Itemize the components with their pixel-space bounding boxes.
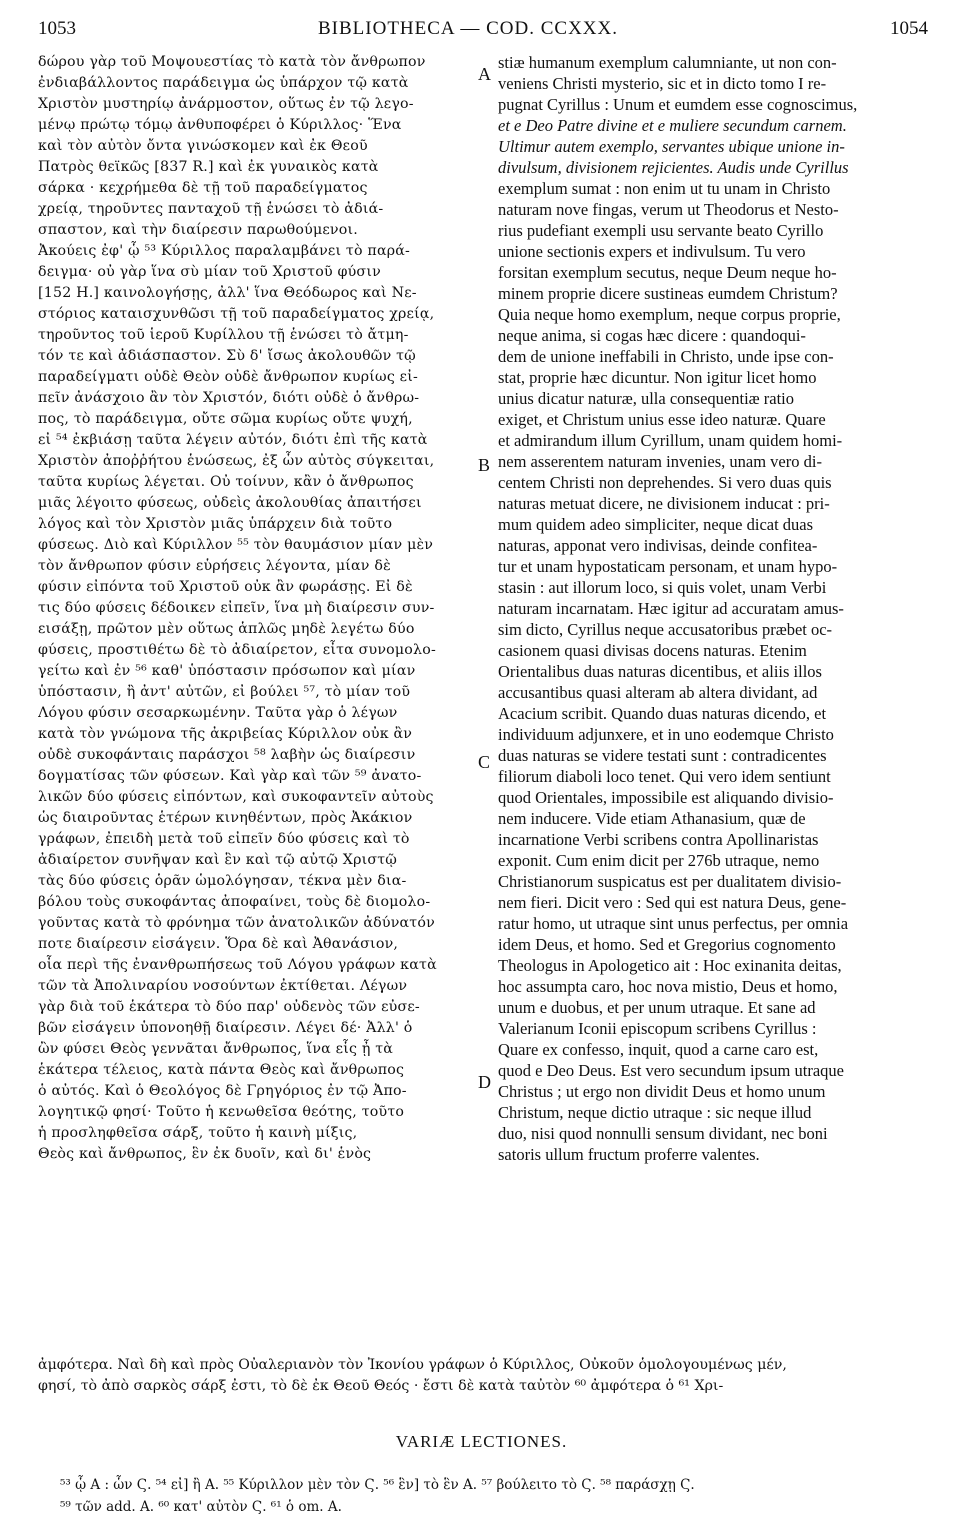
latin-text-line: sim dicto, Cyrillus neque accusatoribus præbet oc- (498, 620, 833, 639)
greek-text-line: χρείᾳ, τηροῦντες πανταχοῦ τῇ ἑνώσει τὸ ἀδιά- (38, 201, 384, 217)
latin-text-line: Acacium scribit. Quando duas naturas dicendo, et (498, 704, 827, 723)
full-width-text-line: ἀμφότερα. Ναὶ δὴ καὶ πρὸς Οὐαλεριανὸν τὸν Ἰκονίου γράφων ὁ Κύριλλος, Οὐκοῦν ὁμολογουμένως μέν, (38, 1357, 787, 1373)
greek-text-line: Χριστὸν μυστηρίῳ ἀνάρμοστον, οὕτως ἐν τῷ λεγο- (38, 96, 414, 112)
latin-text-line: quod Orientales, impossibile est aliquando divisio- (498, 788, 834, 807)
greek-text-line: εἰ ⁵⁴ ἐκβιάσῃ ταῦτα λέγειν αὐτόν, διότι ἐπὶ τῆς κατὰ (38, 432, 428, 448)
latin-text-line: veniens Christi mysterio, sic et in dicto tomo I re- (498, 74, 827, 93)
latin-text-line: quod e Deo Deus. Est vero secundum ipsum utraque (498, 1061, 844, 1080)
greek-text-line: ἐνδιαβάλλοντος παράδειγμα ὡς ὑπάρχον τῷ κατὰ (38, 75, 409, 91)
greek-text-line: στόριος καταισχυνθῶσι τῇ τοῦ παραδείγματος χρείᾳ, (38, 306, 435, 322)
latin-text-line: individuum adjunxere, et in uno eodemque Christo (498, 725, 834, 744)
latin-text-line: dem de unione ineffabili in Christo, unde ipse con- (498, 347, 834, 366)
latin-text-line: unione sectionis expers et indivulsum. Tu vero (498, 242, 806, 261)
greek-text-line: ἀδιαίρετον συνῆψαν καὶ ἓν καὶ τῷ αὐτῷ Χριστῷ (38, 852, 398, 868)
margin-marker-c: C (478, 752, 491, 772)
running-header (38, 18, 928, 48)
latin-text-line: naturas, apponat vero indivisas, deinde confitea- (498, 536, 818, 555)
greek-text-line: οἷα περὶ τῆς ἐνανθρωπήσεως τοῦ Λόγου γράφων κατὰ (38, 957, 437, 973)
greek-text-line: ταῦτα κυρίως λέγεται. Οὐ τοίνυν, κἂν ὁ ἄνθρωπος (38, 474, 414, 490)
latin-text-line: mum quidem adeo simpliciter, neque dicat duas (498, 515, 814, 534)
latin-text-line: incarnatione Verbi scribens contra Apollinaristas (498, 830, 819, 849)
greek-text-line: σπαστον, καὶ τὴν διαίρεσιν παρωθούμενοι. (38, 222, 358, 238)
greek-text-line: ἑκάτερα τέλειος, κατὰ πάντα Θεὸς καὶ ἄνθρωπος (38, 1062, 405, 1078)
greek-text-line: κατὰ τὸν γνώμονα τῆς ἀκριβείας Κύριλλον οὐκ ἂν (38, 726, 413, 742)
greek-text-line: Χριστὸν ἀποῤῥήτου ἑνώσεως, ἐξ ὧν αὐτὸς σύγκειται, (38, 453, 435, 469)
greek-text-line: βῶν εἰσάγειν ὑπονοηθῇ διαίρεσιν. Λέγει δέ· Ἀλλ' ὁ (38, 1020, 413, 1036)
greek-text-line: ποτε διαίρεσιν εἰσάγειν. Ὅρα δὲ καὶ Ἀθανάσιον, (38, 936, 399, 952)
latin-text-line: Quare ex confesso, inquit, quod a carne caro est, (498, 1040, 819, 1059)
latin-text-line: Christianorum suspicatus est per dualitatem divisio- (498, 872, 842, 891)
latin-text-line: exemplum sumat : non enim ut tu unam in Christo (498, 179, 831, 198)
latin-text-line: divulsum, divisionem rejicientes. Audis unde Cyrillus (498, 158, 849, 177)
greek-text-line: φύσιν εἰπόντα τοῦ Χριστοῦ οὐκ ἂν φωράσῃς. Εἰ δὲ (38, 579, 413, 595)
variant-note-line: ⁵³ ᾧ A : ὧν Ϛ. ⁵⁴ εἰ] ἢ A. ⁵⁵ Κύριλλον μὲν τὸν Ϛ. ⁵⁶ ἓν] τὸ ἓν A. ⁵⁷ βούλειτο τὸ Ϛ. ⁵⁸ παράσχῃ Ϛ. (60, 1477, 695, 1493)
variae-lectiones-title: VARIÆ LECTIONES. (395, 1432, 568, 1451)
greek-text-line: καὶ τὸν αὐτὸν ὄντα γινώσκομεν καὶ ἐκ Θεοῦ (38, 138, 368, 154)
latin-text-line: idem Deus, et homo. Sed et Gregorius cognomento (498, 935, 836, 954)
greek-text-line: ὢν φύσει Θεὸς γεννᾶται ἄνθρωπος, ἵνα εἷς ᾖ τὰ (38, 1041, 394, 1057)
latin-text-line: nem asserentem naturam invenies, unam vero di- (498, 452, 822, 471)
latin-text-line: Theologus in Apologetico ait : Hoc exinanita deitas, (498, 956, 842, 975)
margin-marker-d: D (478, 1072, 491, 1092)
latin-text-line: stiæ humanum exemplum calumniante, ut non con- (498, 53, 837, 72)
latin-text-line: accusantibus quasi alteram ab altera dividant, ad (498, 683, 818, 702)
latin-text-line: centem Christi non deprehendes. Si vero duas quis (498, 473, 832, 492)
greek-text-line: πος, τὸ παράδειγμα, οὔτε σῶμα κυρίως οὔτε ψυχή, (38, 411, 413, 427)
greek-text-line: γὰρ διὰ τοῦ ἑκάτερα τὸ δύο παρ' οὐδενὸς τῶν εὐσε- (38, 999, 420, 1015)
greek-text-line: Πατρὸς θεϊκῶς [837 R.] καὶ ἐκ γυναικὸς κατὰ (38, 159, 379, 175)
margin-marker-a: A (478, 64, 491, 84)
full-width-text-line: φησί, τὸ ἀπὸ σαρκὸς σάρξ ἐστι, τὸ δὲ ἐκ Θεοῦ Θεός · ἔστι δὲ κατὰ ταὐτὸν ⁶⁰ ἀμφότερα ὁ ⁶¹ Χρι- (38, 1378, 724, 1394)
latin-text-line: et admirandum illum Cyrillum, unam quidem homi- (498, 431, 843, 450)
latin-text-line: Valerianum Iconii episcopum scribens Cyrillus : (498, 1019, 817, 1038)
variae-lectiones-notes (60, 1474, 930, 1518)
greek-text-line: Ἀκούεις ἐφ' ᾧ ⁵³ Κύριλλος παραλαμβάνει τὸ παρά- (38, 243, 411, 259)
greek-text-line: ὑπόστασιν, ἢ ἀντ' αὐτῶν, εἰ βούλει ⁵⁷, τὸ μίαν τοῦ (38, 684, 411, 700)
latin-text-line: Christum, neque dictio utraque : sic neque illud (498, 1103, 812, 1122)
latin-text-line: nem fieri. Dicit vero : Sed qui est natura Deus, gene- (498, 893, 847, 912)
greek-text-line: γοῦντας κατὰ τὸ φρόνημα τῶν ἀνατολικῶν ἀδύνατόν (38, 915, 435, 931)
greek-text-line: τόν τε καὶ ἀδιάσπαστον. Σὺ δ' ἴσως ἀκολουθῶν τῷ (38, 348, 416, 364)
latin-text-line: unum e duobus, et per unum utraque. Et sane ad (498, 998, 816, 1017)
greek-text-line: παραδείγματι οὐδὲ Θεὸν οὐδὲ ἄνθρωπον κυρίως εἰ- (38, 369, 418, 385)
greek-text-line: τῶν τὰ Ἀπολιναρίου νοσούντων ἐκτίθεται. Λέγων (38, 978, 408, 994)
greek-text-line: φύσεις, προστιθέτω δὲ τὸ ἀδιαίρετον, εἶτα συνομολο- (38, 642, 436, 658)
latin-text-line: filiorum diaboli loco tenet. Qui vero idem sentiunt (498, 767, 831, 786)
greek-text-line: ὁ αὐτός. Καὶ ὁ Θεολόγος δὲ Γρηγόριος ἐν τῷ Ἀπο- (38, 1083, 407, 1099)
greek-text-line: οὐδὲ συκοφάνταις παράσχοι ⁵⁸ λαβὴν ὡς διαίρεσιν (38, 747, 416, 763)
latin-text-line: satoris ullum fructum proferre valentes. (498, 1145, 760, 1164)
greek-text-line: [152 Η.] καινολογήσῃς, ἀλλ' ἵνα Θεόδωρος καὶ Νε- (38, 285, 417, 301)
latin-text-line: Christus ; ut ergo non dividit Deus et homo unum (498, 1082, 826, 1101)
latin-text-line: pugnat Cyrillus : Unum et eumdem esse cognoscimus, (498, 95, 858, 114)
page-number-right: 1054 (890, 18, 928, 39)
greek-text-line: τηροῦντος τοῦ ἱεροῦ Κυρίλλου τῇ ἑνώσει τὸ ἄτμη- (38, 327, 409, 343)
page-number-left: 1053 (38, 18, 76, 39)
latin-text-line: et e Deo Patre divine et e muliere secundum carnem. (498, 116, 847, 135)
latin-text-line: exponit. Cum enim dicit per 276b utraque, nemo (498, 851, 820, 870)
greek-text-line: δογματίσας τῶν φύσεων. Καὶ γὰρ καὶ τῶν ⁵⁹ ἀνατο- (38, 768, 422, 784)
latin-text-line: naturam incarnatam. Hæc igitur ad accuratam amus- (498, 599, 844, 618)
greek-text-line: γείτω καὶ ἐν ⁵⁶ καθ' ὑπόστασιν πρόσωπον καὶ μίαν (38, 663, 416, 679)
latin-text-line: hoc assumpta caro, hoc nova mistio, Deus et homo, (498, 977, 838, 996)
greek-text-line: φύσεως. Διὸ καὶ Κύριλλον ⁵⁵ τὸν θαυμάσιον μίαν μὲν (38, 537, 434, 553)
greek-text-line: δειγμα· οὐ γὰρ ἵνα σὺ μίαν τοῦ Χριστοῦ φύσιν (38, 264, 381, 280)
greek-text-line: τις δύο φύσεις δέδοικεν εἰπεῖν, ἵνα μὴ διαίρεσιν συν- (38, 600, 435, 616)
latin-text-line: duas naturas se videre testati sunt : contradicentes (498, 746, 827, 765)
latin-text-line: unius dicatur naturæ, ulla consequentiæ ratio (498, 389, 795, 408)
margin-marker-b: B (478, 455, 491, 475)
latin-text-line: duo, nisi quod nonnulli sensum dividant, nec boni (498, 1124, 828, 1143)
greek-text-line: σάρκα · κεχρήμεθα δὲ τῇ τοῦ παραδείγματος (38, 180, 368, 196)
greek-text-line: Λόγου φύσιν σεσαρκωμένην. Ταῦτα γὰρ ὁ λέγων (38, 705, 398, 721)
latin-text-line: stasin : aut illorum loco, si quis volet, unam Verbi (498, 578, 827, 597)
greek-text-line: Θεὸς καὶ ἄνθρωπος, ἓν ἐκ δυοῖν, καὶ δι' ἑνὸς (38, 1146, 372, 1162)
latin-text-line: Orientalibus duas naturas dicentibus, et aliis illos (498, 662, 822, 681)
greek-text-line: εισάξῃ, πρῶτον μὲν οὕτως ἁπλῶς μηδὲ λεγέτω δύο (38, 621, 415, 637)
latin-text-line: Quia neque homo exemplum, neque corpus proprie, (498, 305, 841, 324)
variant-note-line: ⁵⁹ τῶν add. A. ⁶⁰ κατ' αὐτὸν Ϛ. ⁶¹ ὁ om. A. (60, 1499, 342, 1515)
latin-text-line: minem proprie dicere sustineas eumdem Christum? (498, 284, 838, 303)
greek-text-line: πεῖν ἀνάσχοιο ἂν τὸν Χριστόν, διότι οὐδὲ ὁ ἄνθρω- (38, 390, 420, 406)
greek-text-line: βόλου τοὺς συκοφάντας ἀποφαίνει, τοὺς δὲ διομολο- (38, 894, 431, 910)
latin-text-line: naturam nove fingas, verum ut Theodorus et Nesto- (498, 200, 839, 219)
latin-text-line: Ultimur autem exemplo, servantes ubique unione in- (498, 137, 845, 156)
latin-column (498, 52, 930, 1165)
latin-text-line: naturas metuat dicere, ne divisionem inducat : pri- (498, 494, 830, 513)
running-title: BIBLIOTHECA — COD. CCXXX. (318, 18, 618, 39)
latin-text-line: nem inducere. Vide etiam Athanasium, quæ de (498, 809, 806, 828)
greek-text-line: ὡς διαιροῦντας ἑτέρων κινηθέντων, πρὸς Ἀκάκιον (38, 810, 413, 826)
greek-text-line: ἡ προσληφθεῖσα σάρξ, τοῦτο ἡ καινὴ μίξις, (38, 1125, 358, 1141)
greek-text-line: λικῶν δύο φύσεις εἰπόντων, καὶ συκοφαντεῖν αὐτοὺς (38, 789, 434, 805)
latin-text-line: tur et unam hypostaticam personam, et unam hypo- (498, 557, 838, 576)
latin-text-line: ratur homo, ut utraque sint unus perfectus, per omnia (498, 914, 849, 933)
greek-text-line: μένῳ πρώτῳ τόμῳ ἀνθυποφέρει ὁ Κύριλλος· Ἕνα (38, 117, 402, 133)
greek-text-line: γράφων, ἐπειδὴ μετὰ τοῦ εἰπεῖν δύο φύσεις καὶ τὸ (38, 831, 410, 847)
latin-text-line: rius pudefiant exempli usu servante beato Cyrillo (498, 221, 824, 240)
latin-text-line: neque anima, si cogas hæc dicere : quandoqui- (498, 326, 806, 345)
greek-text-line: λογητικῷ φησί· Τοῦτο ἡ κενωθεῖσα θεότης, τοῦτο (38, 1104, 405, 1120)
greek-text-line: λόγος καὶ τὸν Χριστὸν μιᾶς ὑπάρχειν διὰ τοῦτο (38, 516, 393, 532)
latin-text-line: stat, proprie hæc dicuntur. Non igitur licet homo (498, 368, 817, 387)
greek-text-line: δώρου γὰρ τοῦ Μοψουεστίας τὸ κατὰ τὸν ἄνθρωπον (38, 54, 426, 70)
latin-text-line: casionem quasi divisas docens naturas. Etenim (498, 641, 807, 660)
full-width-text (38, 1355, 928, 1397)
latin-text-line: exiget, et Christum unius esse ideo naturæ. Quare (498, 410, 826, 429)
greek-text-line: μιᾶς λέγοιτο φύσεως, οὐδεὶς ἀκολουθίας ἀπαιτήσει (38, 495, 422, 511)
greek-column (38, 52, 483, 1165)
greek-text-line: τὸν ἄνθρωπον φύσιν εὑρήσεις λέγοντα, μίαν δὲ (38, 558, 391, 574)
greek-text-line: τὰς δύο φύσεις ὁρᾶν ὡμολόγησαν, τέκνα μὲν δια- (38, 873, 407, 889)
latin-text-line: forsitan exemplum secutus, neque Deum neque ho- (498, 263, 837, 282)
